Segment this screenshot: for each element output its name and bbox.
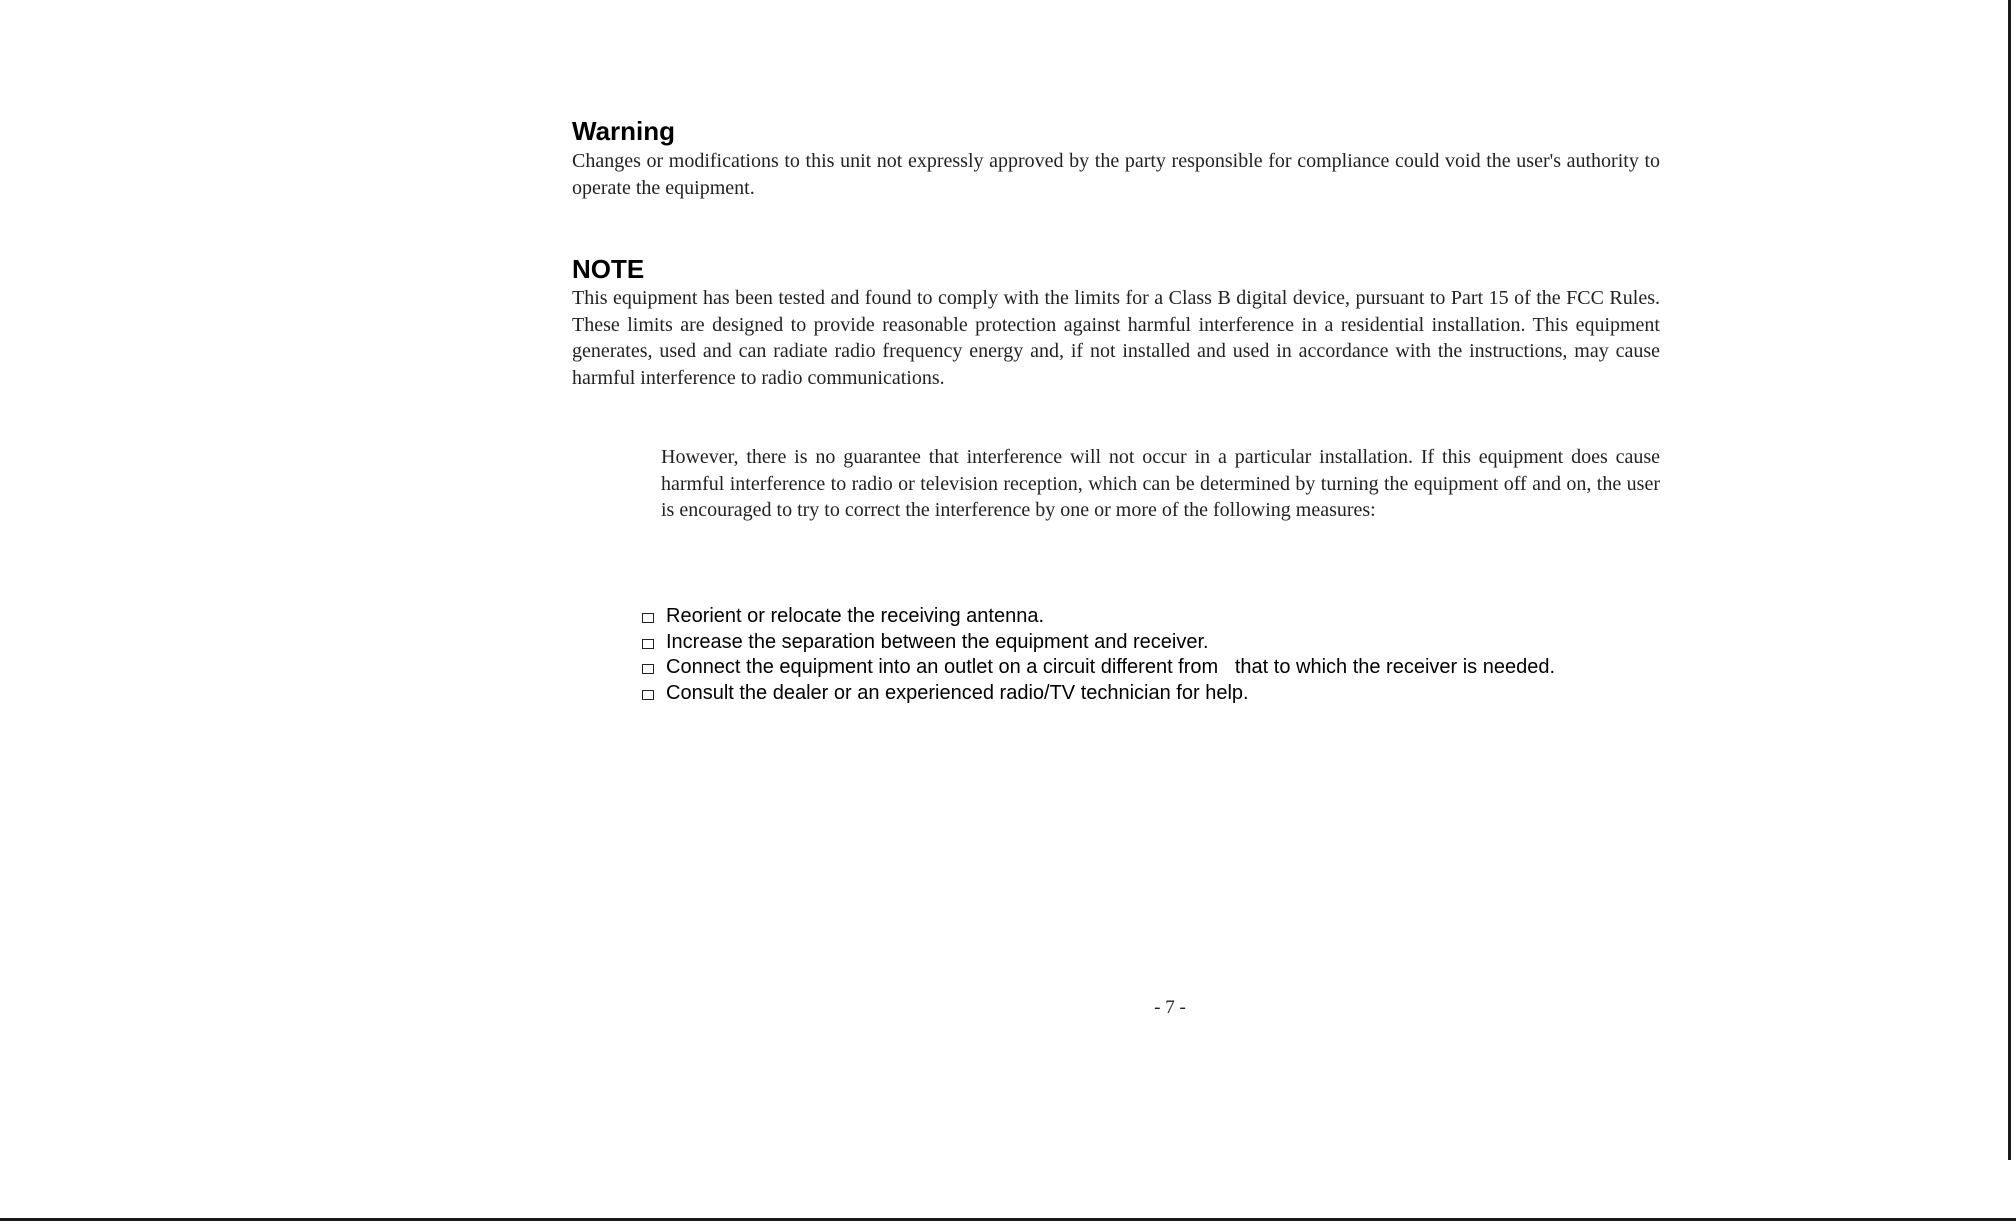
checkbox-icon (642, 639, 654, 649)
warning-heading: Warning (572, 116, 676, 146)
measure-text: Increase the separation between the equipment and receiver. (666, 630, 1209, 653)
checkbox-icon (642, 664, 654, 674)
list-item (642, 655, 1742, 681)
list-item (642, 681, 1742, 707)
page-number: - 7 - (1154, 997, 1186, 1018)
page-edge-right (2008, 0, 2011, 1160)
page-edge-bottom (0, 1218, 2016, 1221)
measure-text: Consult the dealer or an experienced radio/TV technician for help. (666, 682, 1249, 705)
list-item (642, 630, 1742, 656)
measures-list (642, 604, 1742, 707)
note-heading: NOTE (572, 254, 645, 284)
note-paragraph: This equipment has been tested and found to comply with the limits for a Class B digital device, pursuant to Part 15 of the FCC Rules. These limits are designed to provide reasonable protection against harmful interference in a residential installation. This equipment generates, used and can radiate radio frequency energy and, if not installed and used in accordance with the instructions, may cause harmful interference to radio communications. (572, 287, 1660, 389)
measure-text: Connect the equipment into an outlet on a circuit different from that to which the receiver is needed. (666, 656, 1556, 679)
warning-paragraph: Changes or modifications to this unit not expressly approved by the party responsible for compliance could void the user's authority to operate the equipment. (572, 150, 1660, 199)
measure-text: Reorient or relocate the receiving antenna. (666, 605, 1045, 627)
however-paragraph: However, there is no guarantee that interference will not occur in a particular installation. If this equipment does cause harmful interference to radio or television reception, which can be determined by turning the equipment off and on, the user is encouraged to try to correct the interference by one or more of the following measures: (661, 446, 1660, 521)
list-item (642, 604, 1742, 630)
checkbox-icon (642, 690, 654, 700)
checkbox-icon (642, 613, 654, 623)
